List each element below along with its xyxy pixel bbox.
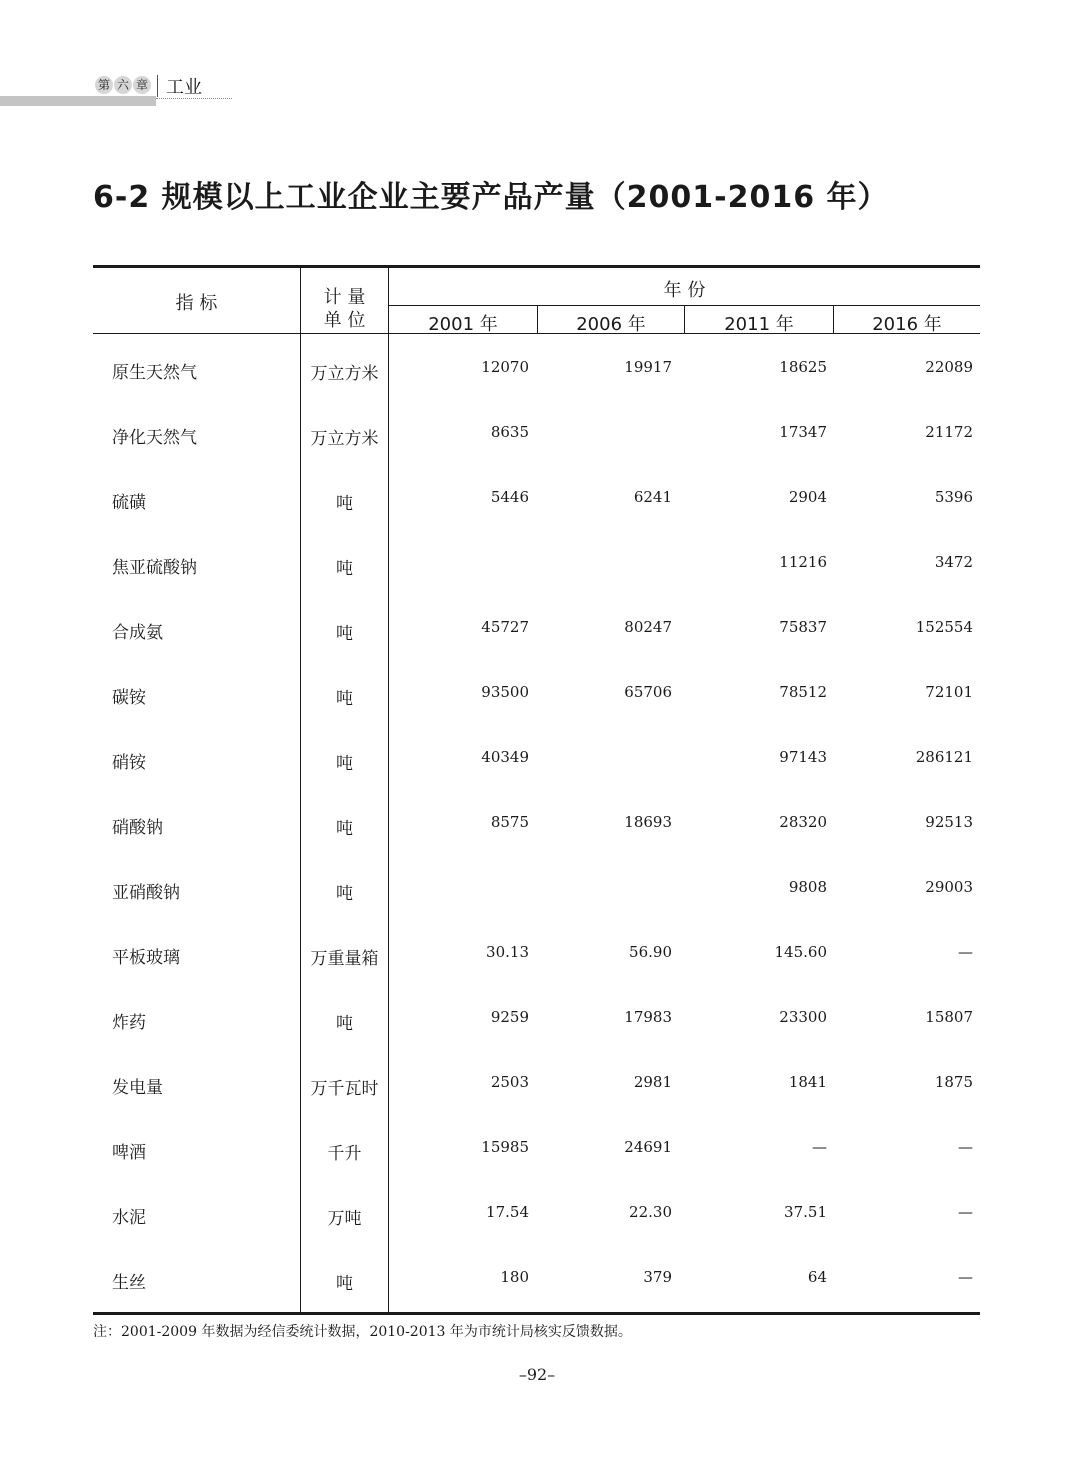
value-cell: 5396 — [934, 488, 973, 506]
col-header-unit-line2: 单 位 — [323, 310, 366, 331]
indicator-name: 净化天然气 — [112, 428, 197, 448]
indicator-name: 焦亚硫酸钠 — [112, 558, 197, 578]
unit-cell: 万重量箱 — [310, 949, 379, 969]
indicator-name: 碳铵 — [112, 688, 146, 708]
chapter-char: 第 — [95, 76, 113, 94]
value-cell: 80247 — [624, 618, 672, 636]
page-title: 6-2 规模以上工业企业主要产品产量（2001-2016 年） — [93, 180, 889, 215]
chapter-char: 章 — [133, 76, 151, 94]
value-cell: 9808 — [788, 878, 827, 896]
value-cell: 17983 — [624, 1008, 672, 1026]
value-cell: 23300 — [779, 1008, 827, 1026]
value-cell: 8635 — [490, 423, 529, 441]
col-header-year: 2001 年 — [428, 314, 498, 335]
value-cell: 3472 — [934, 553, 973, 571]
value-cell: — — [958, 1203, 973, 1221]
value-cell: 15985 — [481, 1138, 529, 1156]
value-cell: 37.51 — [784, 1203, 827, 1221]
unit-cell: 万吨 — [327, 1209, 362, 1229]
table-row — [93, 813, 980, 878]
table-top-rule — [93, 265, 980, 268]
value-cell: — — [958, 1268, 973, 1286]
indicator-name: 硝酸钠 — [112, 818, 163, 838]
value-cell: 1875 — [934, 1073, 973, 1091]
value-cell: 152554 — [915, 618, 973, 636]
table-row — [93, 618, 980, 683]
value-cell: 64 — [807, 1268, 827, 1286]
col-header-year: 2016 年 — [872, 314, 942, 335]
value-cell: 19917 — [624, 358, 672, 376]
value-cell: 72101 — [925, 683, 973, 701]
unit-cell: 吨 — [336, 1274, 353, 1294]
value-cell: 2904 — [788, 488, 827, 506]
unit-cell: 万立方米 — [310, 429, 379, 449]
col-header-year: 2006 年 — [576, 314, 646, 335]
col-header-indicator: 指 标 — [175, 293, 218, 314]
indicator-name: 硝铵 — [112, 753, 146, 773]
section-name: 工业 — [166, 77, 202, 98]
unit-cell: 吨 — [336, 1014, 353, 1034]
col-header-unit-line1: 计 量 — [323, 287, 366, 308]
unit-cell: 吨 — [336, 559, 353, 579]
table-row — [93, 683, 980, 748]
indicator-name: 平板玻璃 — [112, 948, 180, 968]
table-row — [93, 553, 980, 618]
table-row — [93, 488, 980, 553]
indicator-name: 啤酒 — [112, 1143, 146, 1163]
value-cell: 2981 — [633, 1073, 672, 1091]
value-cell: 17.54 — [486, 1203, 529, 1221]
value-cell: 180 — [500, 1268, 529, 1286]
value-cell: 92513 — [925, 813, 973, 831]
indicator-name: 亚硝酸钠 — [112, 883, 180, 903]
value-cell: 1841 — [788, 1073, 827, 1091]
unit-cell: 吨 — [336, 754, 353, 774]
table-row — [93, 1138, 980, 1203]
indicator-name: 合成氨 — [112, 623, 163, 643]
value-cell: 24691 — [624, 1138, 672, 1156]
value-cell: 40349 — [481, 748, 529, 766]
value-cell: 93500 — [481, 683, 529, 701]
footnote: 注：2001-2009 年数据为经信委统计数据，2010-2013 年为市统计局核实反馈数据。 — [93, 1324, 632, 1340]
value-cell: 65706 — [624, 683, 672, 701]
page-number: –92– — [518, 1365, 556, 1384]
value-cell: 75837 — [779, 618, 827, 636]
indicator-name: 发电量 — [112, 1078, 163, 1098]
value-cell: 11216 — [779, 553, 827, 571]
value-cell: 22.30 — [629, 1203, 672, 1221]
running-header — [0, 70, 240, 110]
value-cell: 12070 — [481, 358, 529, 376]
chapter-char: 六 — [114, 76, 132, 94]
col-header-year: 2011 年 — [724, 314, 794, 335]
indicator-name: 水泥 — [112, 1208, 146, 1228]
header-separator — [157, 75, 158, 97]
unit-cell: 吨 — [336, 689, 353, 709]
value-cell: 29003 — [925, 878, 973, 896]
value-cell: 9259 — [490, 1008, 529, 1026]
unit-cell: 吨 — [336, 884, 353, 904]
unit-cell: 万千瓦时 — [310, 1079, 379, 1099]
value-cell: 379 — [643, 1268, 672, 1286]
value-cell: 6241 — [633, 488, 672, 506]
table-row — [93, 1203, 980, 1268]
value-cell: 5446 — [490, 488, 529, 506]
value-cell: — — [958, 1138, 973, 1156]
data-table — [93, 265, 980, 1315]
value-cell: 22089 — [925, 358, 973, 376]
indicator-name: 生丝 — [112, 1273, 146, 1293]
value-cell: 145.60 — [774, 943, 827, 961]
value-cell: 2503 — [490, 1073, 529, 1091]
value-cell: 15807 — [925, 1008, 973, 1026]
table-row — [93, 943, 980, 1008]
header-bar — [0, 96, 156, 106]
value-cell: 78512 — [779, 683, 827, 701]
indicator-name: 硫磺 — [112, 493, 146, 513]
unit-cell: 吨 — [336, 624, 353, 644]
value-cell: 17347 — [779, 423, 827, 441]
value-cell: 45727 — [481, 618, 529, 636]
unit-cell: 万立方米 — [310, 364, 379, 384]
value-cell: 97143 — [779, 748, 827, 766]
col-header-year-group: 年 份 — [663, 280, 706, 301]
table-row — [93, 748, 980, 813]
table-row — [93, 1073, 980, 1138]
value-cell: 28320 — [779, 813, 827, 831]
value-cell: — — [958, 943, 973, 961]
table-row — [93, 1008, 980, 1073]
value-cell: 56.90 — [629, 943, 672, 961]
value-cell: 30.13 — [486, 943, 529, 961]
unit-cell: 吨 — [336, 819, 353, 839]
table-row — [93, 878, 980, 943]
table-row — [93, 423, 980, 488]
unit-cell: 吨 — [336, 494, 353, 514]
indicator-name: 原生天然气 — [112, 363, 197, 383]
indicator-name: 炸药 — [112, 1013, 146, 1033]
table-row — [93, 358, 980, 423]
chapter-badge — [95, 76, 151, 94]
value-cell: 18625 — [779, 358, 827, 376]
unit-cell: 千升 — [327, 1144, 362, 1164]
value-cell: 8575 — [490, 813, 529, 831]
value-cell: 21172 — [925, 423, 973, 441]
value-cell: 286121 — [915, 748, 973, 766]
value-cell: — — [812, 1138, 827, 1156]
value-cell: 18693 — [624, 813, 672, 831]
